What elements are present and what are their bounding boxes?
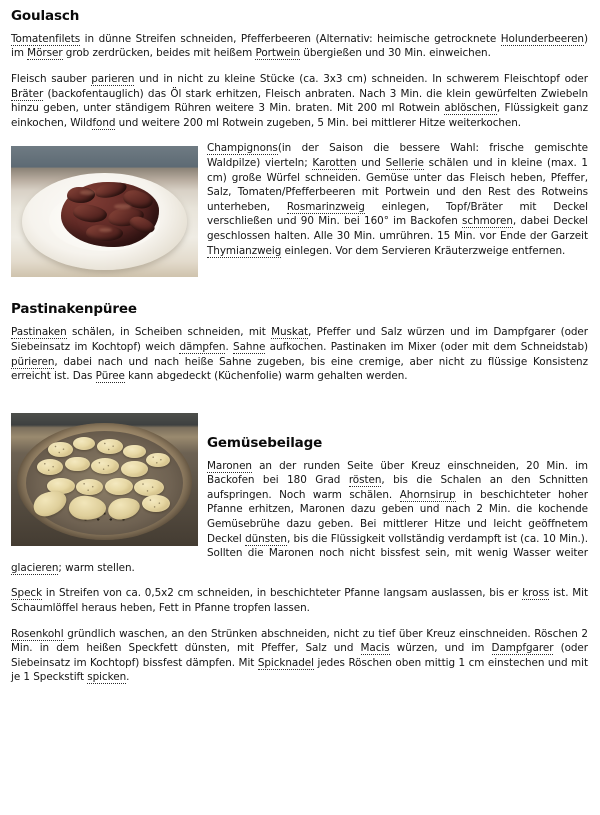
paragraph-pastinaken-1: Pastinaken schälen, in Scheiben schneiden, mit Muskat, Pfeffer und Salz würzen und im Dampfgarer (oder Siebeinsatz im Kochtopf) weich dämpfen. Sahne aufkochen. Pastinaken im Mixer (oder mit dem Schneidstab) pürieren, dabei nach und nach heiße Sahne zugeben, bis eine cremige, aber nicht zu flüssige Konsistenz erreicht ist. Das Püree kann abgedeckt (Küchenfolie) warm gehalten werden. — [11, 326, 588, 383]
section-spacer — [11, 395, 588, 409]
spellcheck-term: Mörser — [27, 47, 63, 60]
spellcheck-term: Portwein — [255, 47, 301, 60]
paragraph-goulasch-2: Fleisch sauber parieren und in nicht zu kleine Stücke (ca. 3x3 cm) schneiden. In schwerem Fleischtopf oder Bräter (backofentauglich) das Öl stark erhitzen, Fleisch anbraten. Nach 3 Min. die klein gewürfelten Zwiebeln hinzu geben, unter ständigem Rühren weitere 3 Min. braten. Mit 200 ml Rotwein ablöschen, Flüssigkeit ganz einkochen, Wildfond und weitere 200 ml Rotwein zugeben, 5 Min. bei mittlerer Hitze weiterkochen. — [11, 73, 588, 129]
spellcheck-term: Thymianzweig — [207, 244, 282, 257]
parsnip-slice — [73, 437, 95, 450]
section-heading-goulasch: Goulasch — [11, 8, 80, 24]
spellcheck-term: glacieren — [11, 561, 59, 574]
spellcheck-term: pürieren — [11, 355, 55, 368]
goulash-photo — [11, 146, 198, 277]
spellcheck-term: parieren — [91, 73, 135, 86]
paragraph-gemuese-1: Maronen an der runden Seite über Kreuz einschneiden, 20 Min. im Backofen bei 180 Grad rösten, bis die Schalen an den Schnitten aufspringen. Noch warm schälen. Ahornsirup in beschichteter hoher Pfanne erhitzen, Maronen dazu geben und nach 2 Min. die kochende Gemüsebrühe dazu geben. Bei mittlerer Hitze und leicht geöffnetem Deckel dünsten, bis die Flüssigkeit vollständig verdampft ist (ca. 10 Min.). Sollten die Maronen noch nicht bissfest sein, mit wenig Wasser weiter glacieren; warm stellen. — [11, 459, 588, 574]
parsnip-slice — [121, 461, 147, 477]
spellcheck-term: Püree — [95, 370, 125, 383]
spellcheck-term: Spicknadel — [257, 656, 314, 669]
parsnip-slice — [97, 439, 123, 454]
spellcheck-term: Sellerie — [385, 157, 424, 170]
spellcheck-term: schmoren — [462, 215, 513, 228]
paragraph-goulasch-1: Tomatenfilets in dünne Streifen schneiden, Pfefferbeeren (Alternativ: heimische getrocknete Holunderbeeren) im Mörser grob zerdrücken, beides mit heißem Portwein übergießen und 30 Min. einweichen. — [11, 32, 588, 60]
spellcheck-term: Pastinaken — [11, 326, 67, 339]
goulash-highlight — [80, 190, 95, 195]
spellcheck-term: kross — [522, 587, 550, 600]
parsnip-slice — [123, 445, 145, 458]
spellcheck-term: Karotten — [312, 157, 357, 170]
section-heading-gemuesebeilage: Gemüsebeilage — [207, 434, 323, 451]
spellcheck-term: rösten — [348, 474, 382, 487]
spellcheck-term: fond — [92, 116, 116, 129]
paragraph-gemuese-3: Rosenkohl gründlich waschen, an den Strünken abschneiden, nicht zu tief über Kreuz einschneiden. Röschen 2 Min. in dem heißen Speckfett dünsten, mit Pfeffer, Salz und Macis würzen, und im Dampfgarer (oder Siebeinsatz im Kochtopf) bissfest dämpfen. Mit Spicknadel jedes Röschen oben mittig 1 cm einstechen und mit je 1 Speckstift spicken. — [11, 627, 588, 684]
spellcheck-term: ablöschen — [444, 102, 497, 115]
spellcheck-term: spicken — [87, 671, 127, 684]
parsnip-slice — [105, 478, 133, 495]
spellcheck-term: Rosmarinzweig — [286, 200, 365, 213]
spellcheck-term: Sahne — [233, 340, 266, 353]
parsnip-slice — [65, 457, 89, 472]
goulash-highlight — [99, 228, 112, 232]
spellcheck-term: Dampfgarer — [491, 642, 554, 655]
parsnip-slice — [91, 458, 119, 474]
spellcheck-term: Maronen — [207, 459, 252, 472]
parsnip-slice — [76, 479, 102, 495]
parsnip-photo — [11, 413, 198, 546]
paragraph-gemuese-2: Speck in Streifen von ca. 0,5x2 cm schneiden, in beschichteter Pfanne langsam auslassen, bis er kross ist. Mit Schaumlöffel heraus heben, Fett in Pfanne tropfen lassen. — [11, 587, 589, 614]
spellcheck-term: Muskat — [271, 326, 309, 339]
spellcheck-term: Speck — [11, 587, 43, 600]
spellcheck-term: Holunderbeeren — [500, 32, 584, 45]
spellcheck-term: Macis — [360, 642, 390, 655]
spellcheck-term: Champignons — [207, 142, 278, 155]
spellcheck-term: dämpfen — [179, 340, 226, 353]
section-heading-pastinakenpueree: Pastinakenpüree — [11, 301, 137, 318]
spellcheck-term: dünsten — [245, 532, 287, 545]
parsnip-slice — [48, 442, 72, 457]
spellcheck-term: Ahornsirup — [399, 488, 456, 501]
paragraph-goulasch-3: Champignons(in der Saison die bessere Wahl: frische gemischte Waldpilze) vierteln; Karotten und Sellerie schälen und in kleine (max. 1 cm) große Würfel schneiden. Gemüse unter das Fleisch heben, Pfeffer, Salz, Tomaten/Pfefferbeeren mit Portwein und den Rest des Rotweins unterheben, Rosmarinzweig einlegen, Topf/Bräter mit Deckel verschließen und 90 Min. bei 160° im Backofen schmoren, dabei Deckel geschlossen halten. Alle 30 Min. umrühren. 15 Min. vor Ende der Garzeit Thymianzweig einlegen. Vor dem Servieren Kräuterzweige entfernen. — [207, 142, 588, 257]
parsnip-slice — [146, 453, 170, 468]
spellcheck-term: Rosenkohl — [11, 627, 64, 640]
spellcheck-term: Tomatenfilets — [11, 32, 81, 45]
spellcheck-term: Bräter — [11, 87, 44, 100]
